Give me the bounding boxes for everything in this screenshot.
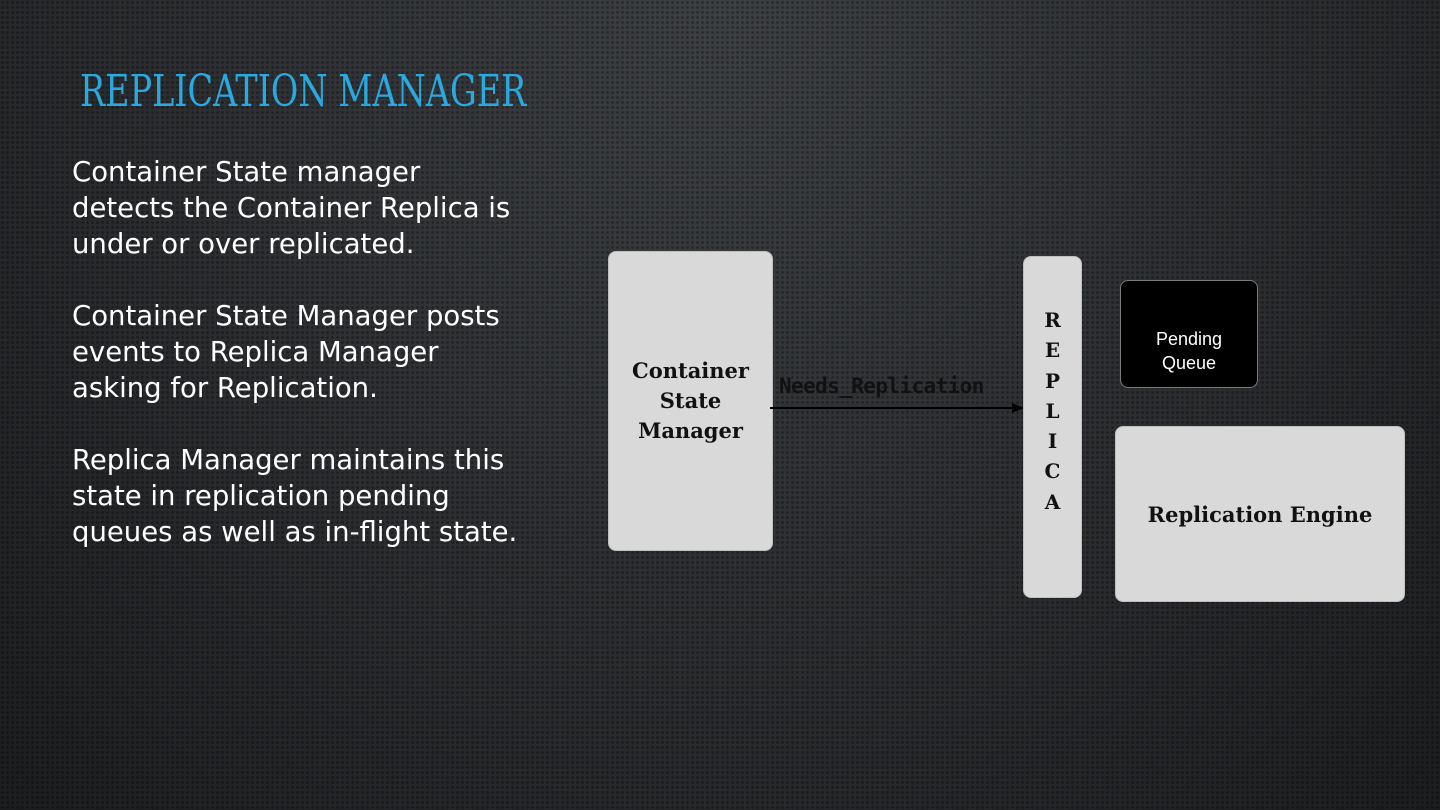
container-state-manager-label: Container State Manager xyxy=(632,358,749,443)
needs-replication-arrow xyxy=(770,398,1024,418)
replica-box xyxy=(1023,256,1082,598)
slide-body xyxy=(72,154,552,586)
pending-queue-box xyxy=(1120,280,1258,388)
replica-label: REPLICA xyxy=(1044,308,1061,514)
slide-title: REPLICATION MANAGER xyxy=(80,66,527,117)
body-paragraph-maintains: Replica Manager maintains this state in replication pending queues as well as in-flight state. xyxy=(72,444,518,548)
replication-engine-label: Replication Engine xyxy=(1147,501,1373,527)
needs-replication-label: Needs_Replication xyxy=(779,374,984,398)
pending-queue-label: Pending Queue xyxy=(1155,329,1223,373)
body-paragraph-posts: Container State Manager posts events to Replica Manager asking for Replication. xyxy=(72,300,500,404)
body-paragraph-detect: Container State manager detects the Container Replica is under or over replicated. xyxy=(72,156,511,260)
container-state-manager-box xyxy=(608,251,773,551)
replication-engine-box xyxy=(1115,426,1405,602)
